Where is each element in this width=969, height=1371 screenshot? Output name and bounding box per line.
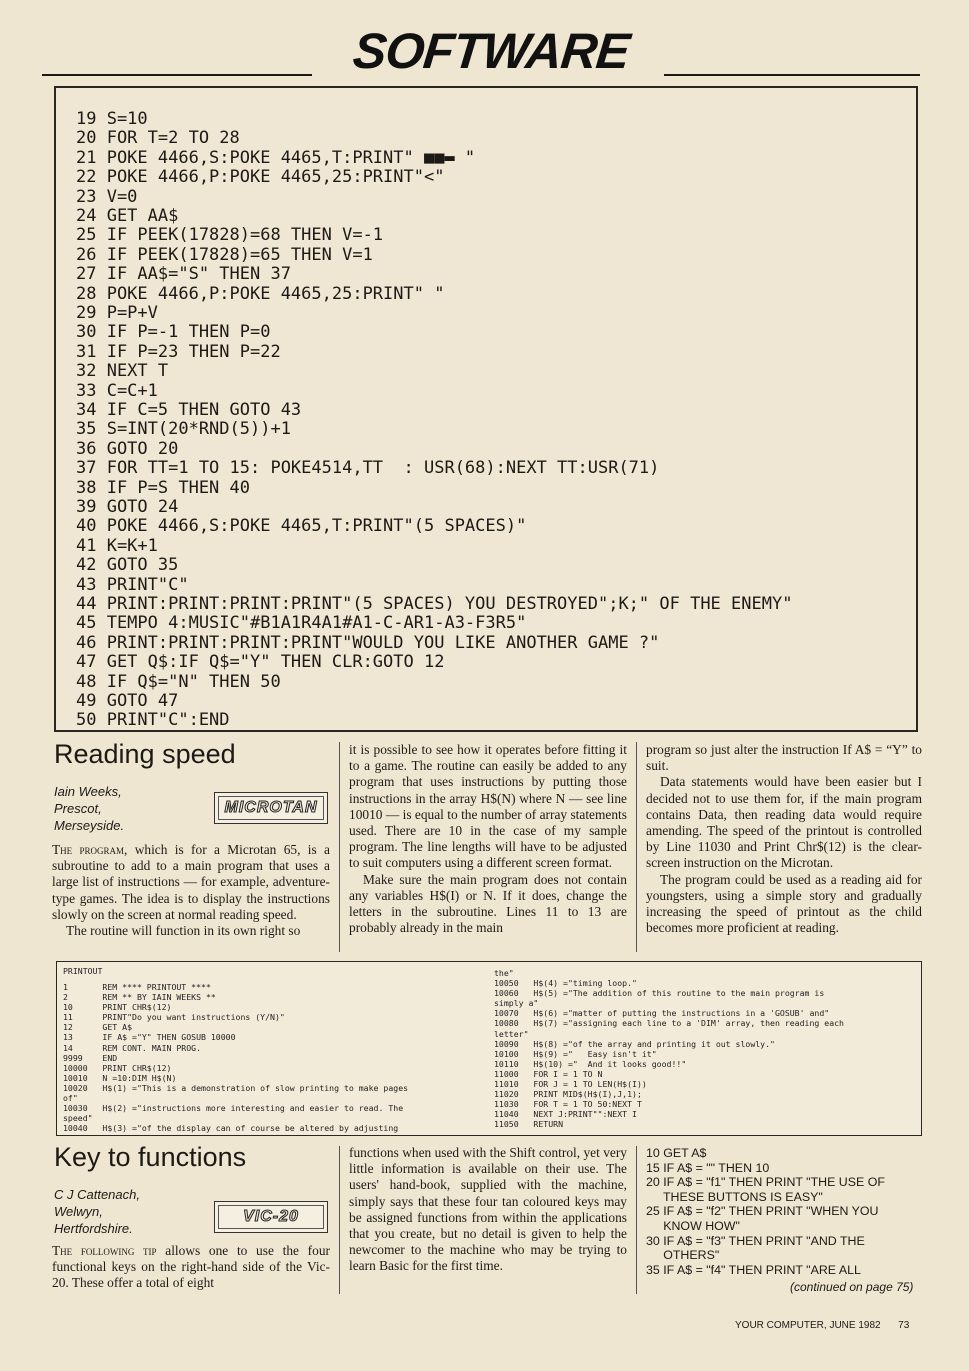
article1-paragraph-4: Make sure the main program does not contain any variables H$(I) or N. If it does, change the letters in the subroutine. Lines 11 to 13 are probably already in the main: [349, 871, 627, 936]
code-line: 10030 H$(2) ="instructions more interesting and easier to read. The: [63, 1103, 404, 1114]
article2-column-1: [52, 1243, 330, 1292]
section-title: SOFTWARE: [350, 23, 632, 79]
code-line: 10000 PRINT CHR$(12): [63, 1062, 172, 1073]
author-name: C J Cattenach,: [54, 1187, 140, 1202]
code-line: 20 FOR T=2 TO 28: [76, 128, 240, 149]
article1-paragraph-5: program so just alter the instruction If A$ = “Y” to suit.: [646, 742, 922, 774]
code-line: THESE BUTTONS IS EASY": [646, 1189, 823, 1204]
publication-info: YOUR COMPUTER, JUNE 1982: [735, 1320, 881, 1331]
code-line: 12 GET A$: [63, 1022, 133, 1033]
code-line: 30 IF A$ = "f3" THEN PRINT "AND THE: [646, 1233, 865, 1248]
code-line: 10060 H$(5) ="The addition of this routine to the main program is: [494, 988, 825, 999]
code-line: 10 PRINT CHR$(12): [63, 1002, 172, 1013]
article1-paragraph-2: The routine will function in its own right so: [66, 923, 301, 939]
masthead-rule-right: [664, 74, 920, 76]
article2-column-2: [349, 1145, 627, 1275]
code-line: 10020 H$(1) ="This is a demonstration of slow printing to make pages: [63, 1082, 409, 1093]
code-line: 21 POKE 4466,S:POKE 4465,T:PRINT" ■■▬ ": [76, 147, 476, 168]
program-listing: [54, 86, 918, 732]
code-line: 38 IF P=S THEN 40: [76, 477, 250, 498]
column-divider: [339, 1146, 340, 1294]
code-line: 36 GOTO 20: [76, 438, 179, 459]
author-county: Hertfordshire.: [54, 1221, 133, 1236]
code-line: 11050 RETURN: [494, 1119, 564, 1130]
code-line: 32 NEXT T: [76, 361, 169, 382]
printout-left-column: [63, 982, 408, 1133]
article1-column-3: [646, 742, 922, 936]
code-line: speed": [63, 1113, 93, 1124]
code-line: the": [494, 968, 514, 978]
code-line: 30 IF P=-1 THEN P=0: [76, 322, 271, 343]
code-line: 50 PRINT"C":END: [76, 710, 230, 731]
lead-in: The program,: [52, 842, 128, 857]
article1-paragraph-7: The program could be used as a reading aid for youngsters, using a simple story and gradually increasing the speed of printout as the child becomes more proficient at reading.: [646, 871, 922, 936]
code-line: simply a": [494, 998, 539, 1009]
code-line: 34 IF C=5 THEN GOTO 43: [76, 400, 302, 420]
code-line: 26 IF PEEK(17828)=65 THEN V=1: [76, 244, 373, 265]
printout-right-column: [494, 968, 844, 1130]
code-line: 10100 H$(9) =" Easy isn't it": [494, 1048, 657, 1059]
code-line: 13 IF A$ ="Y" THEN GOSUB 10000: [63, 1032, 236, 1043]
code-line: KNOW HOW": [646, 1218, 740, 1233]
author-town: Welwyn,: [54, 1204, 103, 1219]
code-line: 35 IF A$ = "f4" THEN PRINT "ARE ALL: [646, 1262, 861, 1277]
code-line: 23 V=0: [76, 186, 138, 207]
article2-paragraph-1: The following tip allows one to use the four functional keys on the right-hand side of the Vic-20. These offer a total of eight: [52, 1243, 330, 1291]
code-line: 29 P=P+V: [76, 303, 158, 323]
code-line: 48 IF Q$="N" THEN 50: [76, 671, 281, 692]
code-line: 11040 NEXT J:PRINT"":NEXT I: [494, 1109, 637, 1120]
column-divider: [636, 1146, 637, 1294]
code-line: 22 POKE 4466,P:POKE 4465,25:PRINT"<": [76, 167, 445, 188]
badge-label: MICROTAN: [224, 799, 318, 816]
article2-byline: [54, 1186, 140, 1237]
badge-label: VIC-20: [243, 1208, 299, 1225]
article1-paragraph-6: Data statements would have been easier but I decided not to use them for, if the main program contains Data, then reading data would require amending. The speed of the printout is controlled by Line 11030 and Print Chr$(12) is the clear-screen instruction on the Microtan.: [646, 774, 922, 871]
masthead: [0, 22, 969, 80]
author-name: Iain Weeks,: [54, 784, 122, 799]
code-line: 9999 END: [63, 1052, 118, 1063]
code-line: 27 IF AA$="S" THEN 37: [76, 264, 291, 285]
code-line: 31 IF P=23 THEN P=22: [76, 341, 281, 362]
code-line: 20 IF A$ = "f1" THEN PRINT "THE USE OF: [646, 1175, 885, 1190]
code-line: 24 GET AA$: [76, 206, 179, 226]
article1-column-1: [52, 842, 330, 939]
code-line: letter": [494, 1028, 529, 1039]
code-line: 11010 FOR J = 1 TO LEN(H$(I)): [494, 1079, 647, 1090]
continued-note: (continued on page 75): [790, 1280, 914, 1294]
code-line: 10010 N =10:DIM H$(N): [63, 1072, 177, 1083]
code-line: 33 C=C+1: [76, 380, 158, 401]
article-heading-reading-speed: Reading speed: [54, 739, 236, 769]
article2-paragraph-2: functions when used with the Shift control, yet very little information is available on their use. The users' hand-book, supplied with the machine, simply says that these four tan coloured keys may be assigned functions from within the applications that you create, but no detail is given to help the newcomer to the machine who may be trying to learn Basic for the first time.: [349, 1145, 627, 1274]
code-line: 10 GET A$: [646, 1146, 707, 1160]
vic-20-code-listing: [646, 1146, 926, 1277]
lead-in: The following tip: [52, 1243, 157, 1258]
code-line: 35 S=INT(20*RND(5))+1: [76, 419, 291, 440]
article1-byline: [54, 783, 124, 834]
code-line: 10080 H$(7) ="assigning each line to a 'DIM' array, then reading each: [494, 1018, 844, 1029]
code-line: 47 GET Q$:IF Q$="Y" THEN CLR:GOTO 12: [76, 652, 445, 673]
code-line: 45 TEMPO 4:MUSIC"#B1A1R4A1#A1-C-AR1-A3-F3R5": [76, 613, 527, 634]
author-county: Merseyside.: [54, 818, 125, 833]
page-number: 73: [898, 1320, 910, 1331]
code-line: 11020 PRINT MID$(H$(I),J,1);: [494, 1089, 642, 1100]
code-line: 14 REM CONT. MAIN PROG.: [63, 1042, 202, 1053]
masthead-rule-left: [42, 74, 312, 76]
author-town: Prescot,: [54, 801, 102, 816]
article1-paragraph-3: it is possible to see how it operates before fitting it to a game. The routine can easily be added to any program that uses instructions by putting those instructions in the array H$(N) where N — see line 10010 — is equal to the number of array statements used. There are 10 in the case of my sample program. The line lengths will have to be adjusted to suit computers using a different screen format.: [349, 742, 627, 871]
code-line: 37 FOR TT=1 TO 15: POKE4514,TT : USR(68):NEXT TT:USR(71): [76, 458, 660, 479]
code-line: 44 PRINT:PRINT:PRINT:PRINT"(5 SPACES) YOU DESTROYED";K;" OF THE ENEMY": [76, 594, 793, 614]
article1-column-2: [349, 742, 627, 936]
code-line: 2 REM ** BY IAIN WEEKS **: [63, 992, 216, 1003]
code-line: 42 GOTO 35: [76, 555, 179, 576]
code-line: 10110 H$(10) =" And it looks good!!": [494, 1058, 687, 1069]
code-line: 1 REM **** PRINTOUT ****: [63, 982, 211, 992]
vic-20-badge: [214, 1201, 328, 1233]
code-line: 19 S=10: [76, 109, 148, 129]
code-line: 10050 H$(4) ="timing loop.": [494, 978, 637, 989]
code-line: 10090 H$(8) ="of the array and printing it out slowly.": [494, 1038, 775, 1049]
code-line: 11000 FOR I = 1 TO N: [494, 1068, 603, 1079]
code-line: 40 POKE 4466,S:POKE 4465,T:PRINT"(5 SPACES)": [76, 516, 527, 537]
microtan-badge: [214, 792, 328, 824]
code-line: 10040 H$(3) ="of the display can of course be altered by adjusting: [63, 1123, 399, 1134]
code-line: 41 K=K+1: [76, 535, 158, 556]
page-footer: [735, 1320, 909, 1331]
column-divider: [636, 742, 637, 952]
code-line: 43 PRINT"C": [76, 574, 189, 595]
article1-paragraph-1: The program, which is for a Microtan 65, is a subroutine to add to a main program that uses a large list of instructions — for example, adventure-type games. The idea is to display the instructions slowly on the screen at normal reading speed.: [52, 842, 330, 922]
column-divider: [339, 742, 340, 952]
code-line: OTHERS": [646, 1248, 720, 1263]
code-line: 39 GOTO 24: [76, 497, 179, 517]
code-line: 11 PRINT"Do you want instructions (Y/N)": [63, 1012, 285, 1023]
printout-listing: [56, 961, 922, 1136]
code-line: 25 IF A$ = "f2" THEN PRINT "WHEN YOU: [646, 1204, 879, 1219]
code-line: 46 PRINT:PRINT:PRINT:PRINT"WOULD YOU LIKE ANOTHER GAME ?": [76, 632, 660, 653]
printout-title: PRINTOUT: [63, 966, 103, 976]
code-line: 11030 FOR T = 1 TO 50:NEXT T: [494, 1099, 642, 1110]
code-line: 15 IF A$ = "" THEN 10: [646, 1160, 770, 1175]
code-line: 28 POKE 4466,P:POKE 4465,25:PRINT" ": [76, 283, 445, 304]
code-line: 49 GOTO 47: [76, 691, 179, 711]
code-line: 10070 H$(6) ="matter of putting the instructions in a 'GOSUB' and": [494, 1008, 830, 1019]
article-heading-key-to-functions: Key to functions: [54, 1142, 247, 1172]
code-line: 25 IF PEEK(17828)=68 THEN V=-1: [76, 225, 384, 246]
code-line: of": [63, 1093, 78, 1104]
